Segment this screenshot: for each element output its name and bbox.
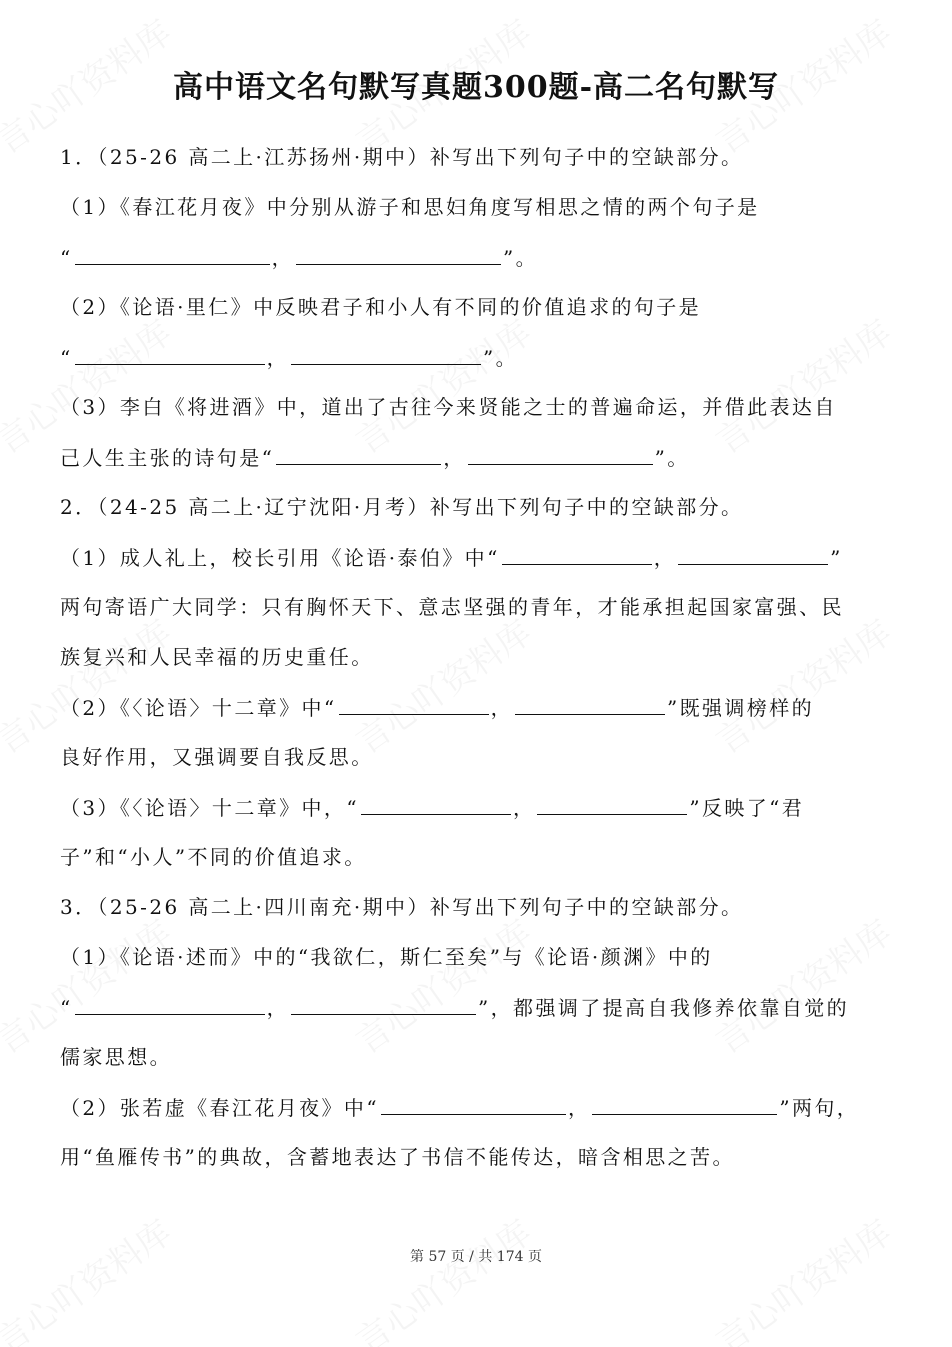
watermark-text xyxy=(0,606,180,763)
text-line xyxy=(60,842,367,872)
watermark-text xyxy=(344,306,539,463)
page-footer: 第 57 页 / 共 174 页 xyxy=(410,1249,542,1265)
text-line xyxy=(60,792,804,822)
text-segment: 己人生主张的诗句是“ xyxy=(60,446,275,470)
answer-blank[interactable] xyxy=(75,342,265,365)
text-line xyxy=(60,542,843,572)
text-segment: 良好作用，又强调要自我反思。 xyxy=(60,745,374,769)
watermark-text xyxy=(704,606,899,763)
answer-blank[interactable] xyxy=(381,1092,566,1115)
text-segment: 1．（25-26 高二上·江苏扬州·期中）补写出下列句子中的空缺部分。 xyxy=(60,145,744,169)
text-segment: 3．（25-26 高二上·四川南充·期中）补写出下列句子中的空缺部分。 xyxy=(60,895,744,919)
watermark-text xyxy=(344,1206,539,1347)
text-line xyxy=(60,292,701,322)
answer-blank[interactable] xyxy=(291,992,476,1015)
text-line xyxy=(60,1042,172,1072)
text-segment: （2）《〈论语〉十二章》中“ xyxy=(60,696,337,720)
text-segment: ， xyxy=(271,246,295,270)
text-segment: “ xyxy=(60,346,73,370)
text-segment: “ xyxy=(60,996,73,1020)
text-line xyxy=(60,392,837,422)
text-line xyxy=(60,1092,859,1122)
text-segment: （2）张若虚《春江花月夜》中“ xyxy=(60,1096,379,1120)
text-segment: ”。 xyxy=(503,246,539,270)
answer-blank[interactable] xyxy=(468,442,653,465)
text-segment: ， xyxy=(443,446,466,470)
watermark-text xyxy=(0,306,180,463)
text-segment: 用“鱼雁传书”的典故，含蓄地表达了书信不能传达，暗含相思之苦。 xyxy=(60,1145,735,1169)
text-segment: ”。 xyxy=(483,346,519,370)
text-line xyxy=(60,242,538,272)
answer-blank[interactable] xyxy=(339,692,489,715)
text-segment: ”。 xyxy=(654,446,690,470)
text-line xyxy=(60,442,690,472)
text-segment: （2）《论语·里仁》中反映君子和小人有不同的价值追求的句子是 xyxy=(60,295,702,319)
watermark-text xyxy=(704,906,899,1063)
text-segment: ” xyxy=(830,546,843,570)
text-segment: ”两句， xyxy=(779,1096,860,1120)
text-segment: （3）《〈论语〉十二章》中，“ xyxy=(60,796,359,820)
watermark-text xyxy=(344,906,539,1063)
answer-blank[interactable] xyxy=(537,792,687,815)
answer-blank[interactable] xyxy=(75,992,265,1015)
text-segment: ， xyxy=(490,696,513,720)
text-segment: （1）《春江花月夜》中分别从游子和思妇角度写相思之情的两个句子是 xyxy=(60,195,760,219)
answer-blank[interactable] xyxy=(678,542,828,565)
text-line xyxy=(60,342,518,372)
text-line xyxy=(60,642,374,672)
text-line xyxy=(60,892,743,922)
answer-blank[interactable] xyxy=(276,442,441,465)
watermark-text xyxy=(0,1206,180,1347)
text-segment: ， xyxy=(567,1096,591,1120)
text-segment: 儒家思想。 xyxy=(60,1045,172,1069)
text-segment: “ xyxy=(60,246,73,270)
answer-blank[interactable] xyxy=(296,242,501,265)
text-segment: （3）李白《将进酒》中，道出了古往今来贤能之士的普遍命运，并借此表达自 xyxy=(60,395,837,419)
text-line xyxy=(60,1142,735,1172)
text-line xyxy=(60,192,760,222)
text-segment: ， xyxy=(512,796,536,820)
text-line xyxy=(60,692,814,722)
text-segment: 2．（24-25 高二上·辽宁沈阳·月考）补写出下列句子中的空缺部分。 xyxy=(60,495,744,519)
text-line xyxy=(60,942,713,972)
text-segment: ”，都强调了提高自我修养依靠自觉的 xyxy=(478,996,850,1020)
text-segment: （1）《论语·述而》中的“我欲仁，斯仁至矣”与《论语·颜渊》中的 xyxy=(60,945,713,969)
text-segment: 两句寄语广大同学：只有胸怀天下、意志坚强的青年，才能承担起国家富强、民 xyxy=(60,595,844,619)
text-segment: ， xyxy=(266,346,290,370)
text-segment: ”既强调榜样的 xyxy=(666,696,814,720)
watermark-text xyxy=(0,906,180,1063)
answer-blank[interactable] xyxy=(361,792,511,815)
text-line xyxy=(60,492,743,522)
answer-blank[interactable] xyxy=(515,692,665,715)
text-segment: 子”和“小人”不同的价值追求。 xyxy=(60,845,367,869)
text-segment: 族复兴和人民幸福的历史重任。 xyxy=(60,645,374,669)
answer-blank[interactable] xyxy=(592,1092,777,1115)
text-segment: （1）成人礼上，校长引用《论语·泰伯》中“ xyxy=(60,546,500,570)
answer-blank[interactable] xyxy=(502,542,652,565)
text-line xyxy=(60,742,374,772)
text-line xyxy=(60,592,844,622)
text-segment: ， xyxy=(266,996,290,1020)
text-segment: ， xyxy=(653,546,677,570)
watermark-text xyxy=(704,1206,899,1347)
watermark-text xyxy=(344,606,539,763)
page-title: 高中语文名句默写真题300题-高二名句默写 xyxy=(172,70,780,105)
watermark-text xyxy=(704,306,899,463)
text-line xyxy=(60,992,849,1022)
answer-blank[interactable] xyxy=(75,242,270,265)
answer-blank[interactable] xyxy=(291,342,481,365)
text-segment: ”反映了“君 xyxy=(689,796,805,820)
text-line xyxy=(60,142,743,172)
